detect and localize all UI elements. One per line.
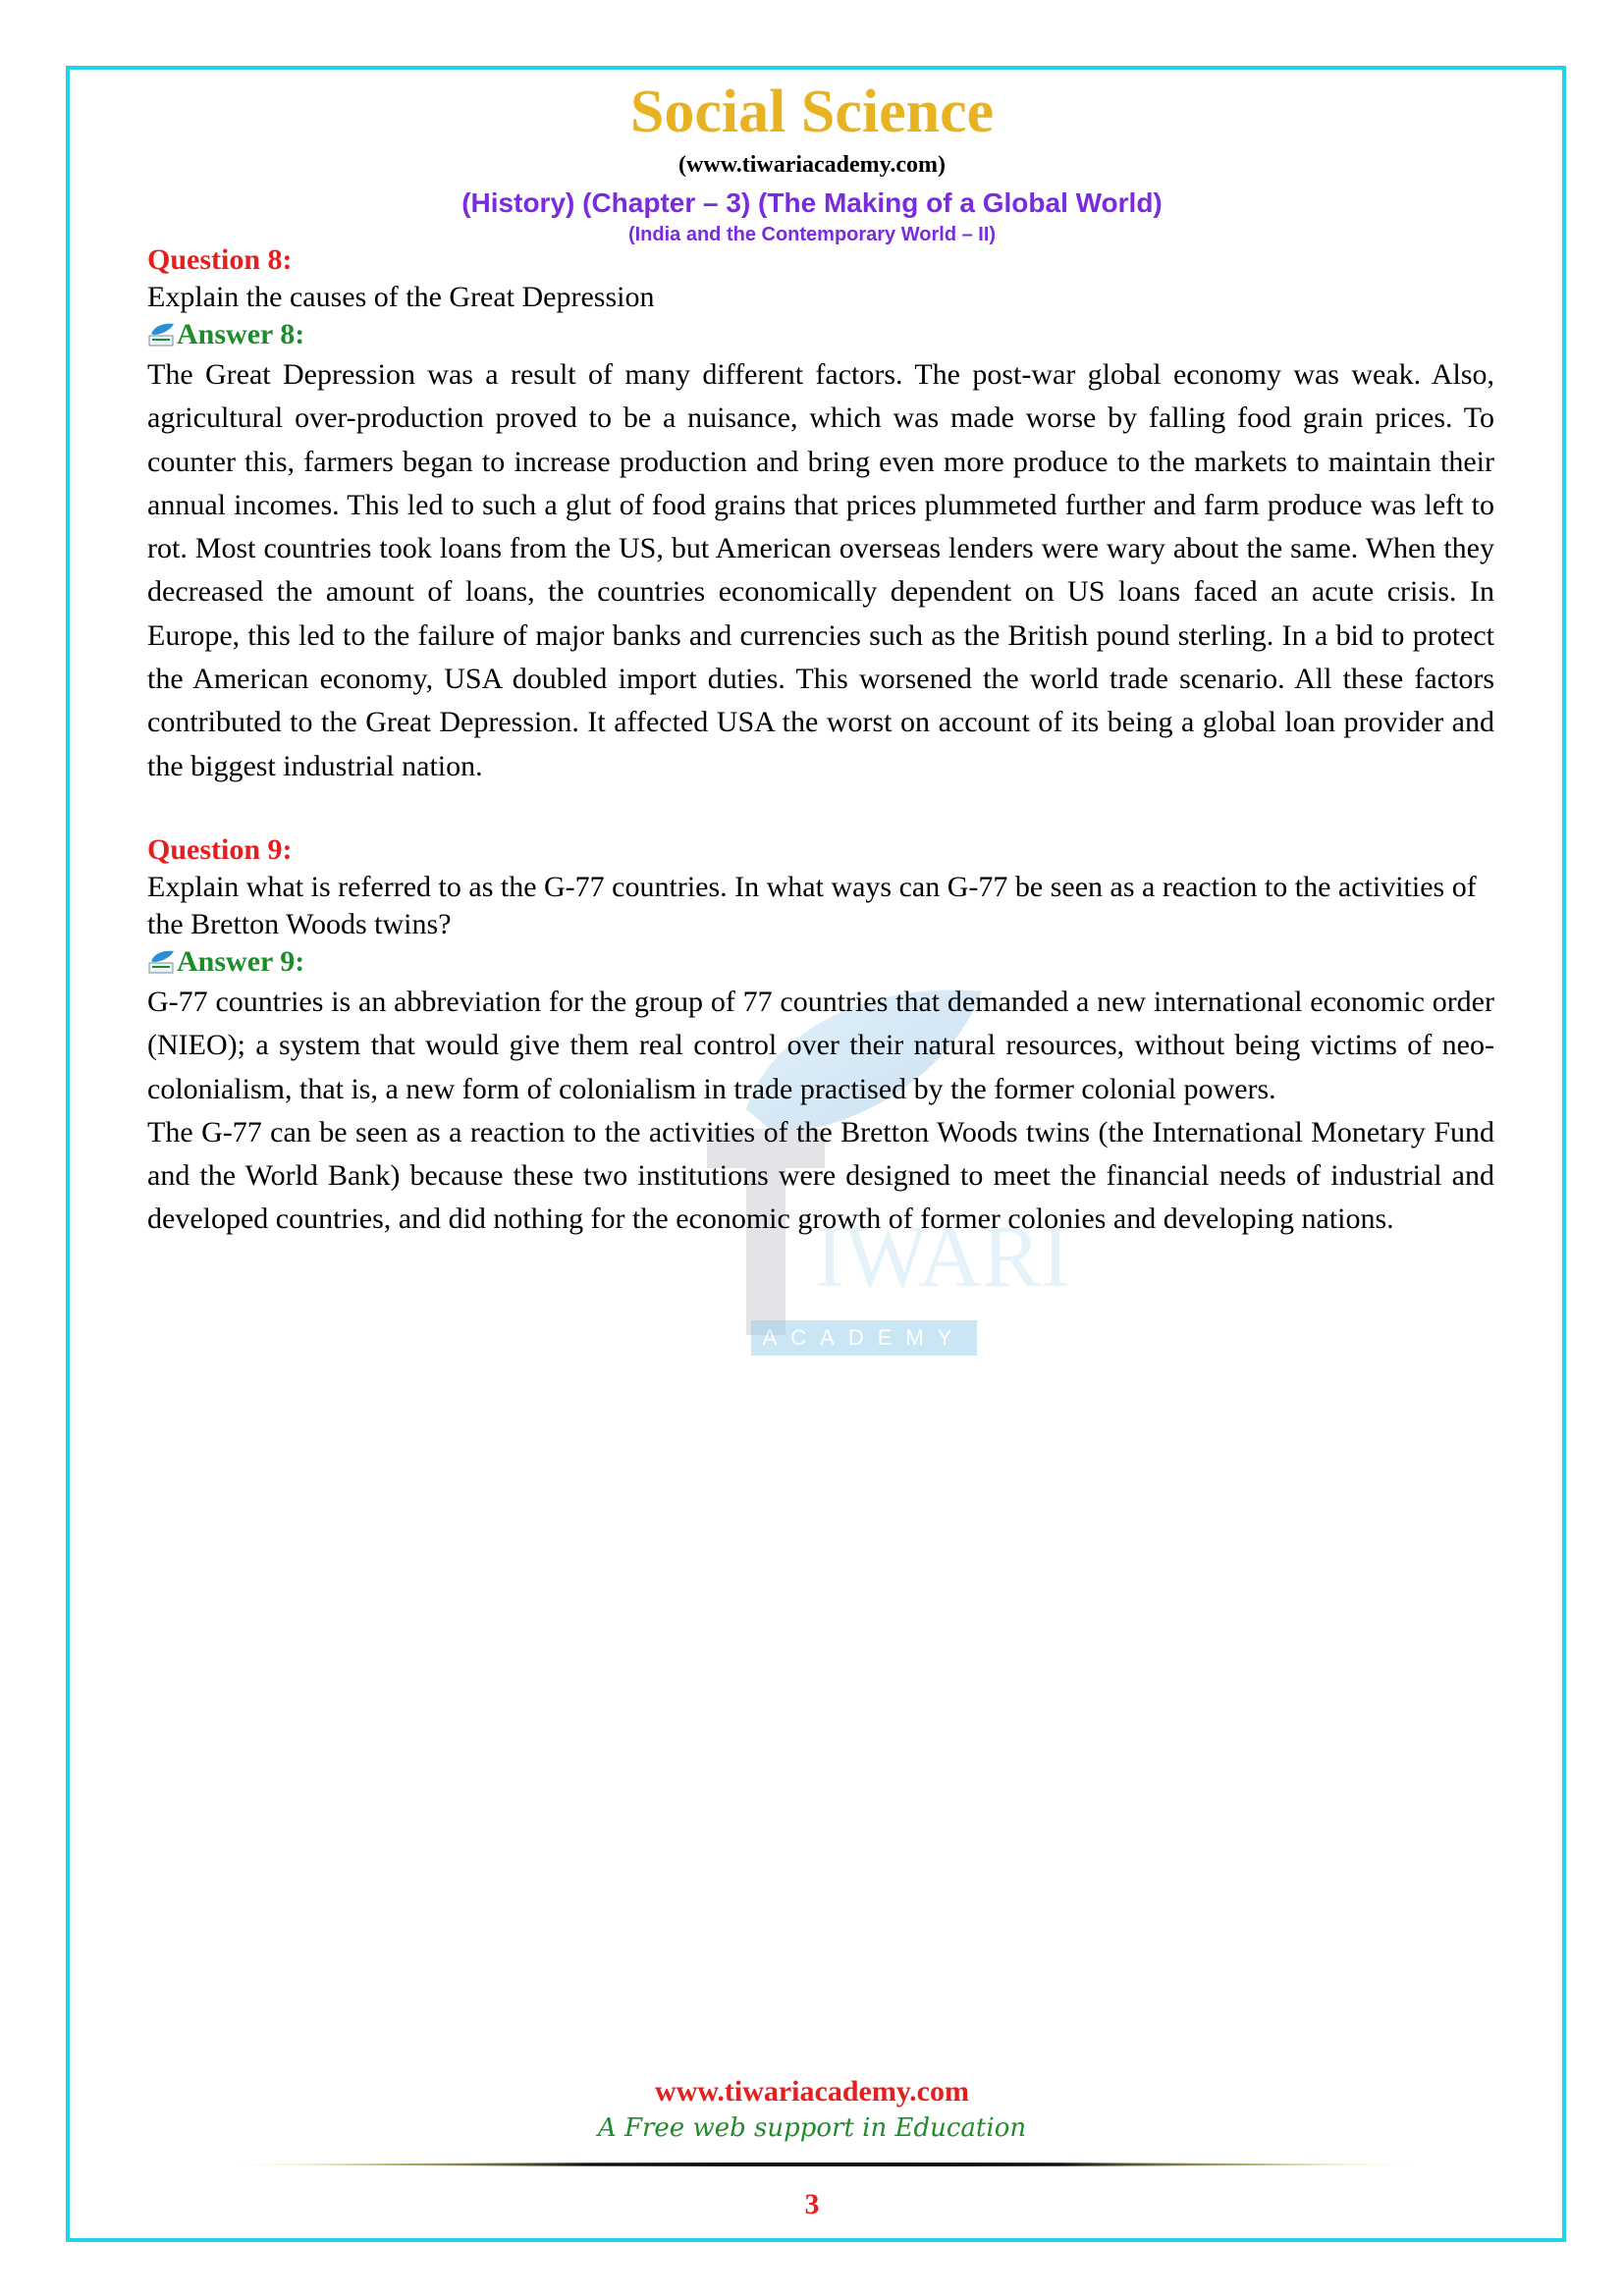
chapter-heading: (History) (Chapter – 3) (The Making of a Global World) — [461, 187, 1163, 218]
answer-label: Answer 9: — [177, 944, 305, 978]
answer-label: Answer 8: — [177, 318, 305, 350]
page-number: 3 — [804, 2188, 820, 2220]
watermark-text: ACADEMY — [751, 1320, 977, 1356]
question-label: Question 8: — [147, 243, 293, 276]
answer-heading — [147, 943, 1494, 981]
tiwari-logo-icon — [147, 322, 175, 347]
section-gap — [147, 788, 1494, 831]
footer-url-link[interactable]: www.tiwariacademy.com — [655, 2075, 969, 2108]
question-block-8 — [147, 241, 1494, 788]
answer-heading — [147, 316, 1494, 353]
question-text: Explain the causes of the Great Depression — [147, 281, 655, 313]
footer-tagline: A Free web support in Education — [597, 2113, 1027, 2143]
page-header — [0, 77, 1624, 247]
question-block-9 — [147, 831, 1494, 1242]
page-footer — [0, 2073, 1624, 2146]
answer-paragraph: G-77 countries is an abbreviation for the group of 77 countries that demanded a new international economic order (NIEO); a system that would give them real control over their natural resources, without being victims of neo-colonialism, that is, a new form of colonialism in trade practised by the former colonial powers. — [147, 985, 1494, 1105]
svg-text:IWARI: IWARI — [815, 1208, 1070, 1306]
footer-divider — [234, 2162, 1416, 2167]
page-title: Social Science — [629, 79, 995, 145]
answer-paragraph: The Great Depression was a result of many different factors. The post-war global economy was weak. Also, agricultural over-production proved to be a nuisance, which was made worse by falling food grain prices. To counter this, farmers began to increase production and bring even more produce to the markets to maintain their annual incomes. This led to such a glut of food grains that prices plummeted further and farm produce was left to rot. Most countries took loans from the US, but American overseas lenders were wary about the same. When they decreased the amount of loans, the countries economically dependent on US loans faced an acute crisis. In Europe, this led to the failure of major banks and currencies such as the British pound sterling. In a bid to protect the American economy, USA doubled import duties. This worsened the world trade scenario. All these factors contributed to the Great Depression. It affected USA the worst on account of its being a global loan provider and the biggest industrial nation. — [147, 358, 1494, 782]
question-label: Question 9: — [147, 832, 293, 866]
answer-paragraph: The G-77 can be seen as a reaction to the activities of the Bretton Woods twins (the International Monetary Fund and the World Bank) because these two institutions were designed to meet the financial needs of industrial and developed countries, and did nothing for the economic growth of former colonies and developing nations. — [147, 1115, 1494, 1236]
header-url: (www.tiwariacademy.com) — [678, 152, 946, 178]
book-heading: (India and the Contemporary World – II) — [627, 224, 997, 245]
qa-content — [147, 241, 1494, 1242]
tiwari-logo-icon — [147, 949, 175, 975]
question-text: Explain what is referred to as the G-77 countries. In what ways can G-77 be seen as a reaction to the activities of the Bretton Woods twins? — [147, 870, 1477, 940]
